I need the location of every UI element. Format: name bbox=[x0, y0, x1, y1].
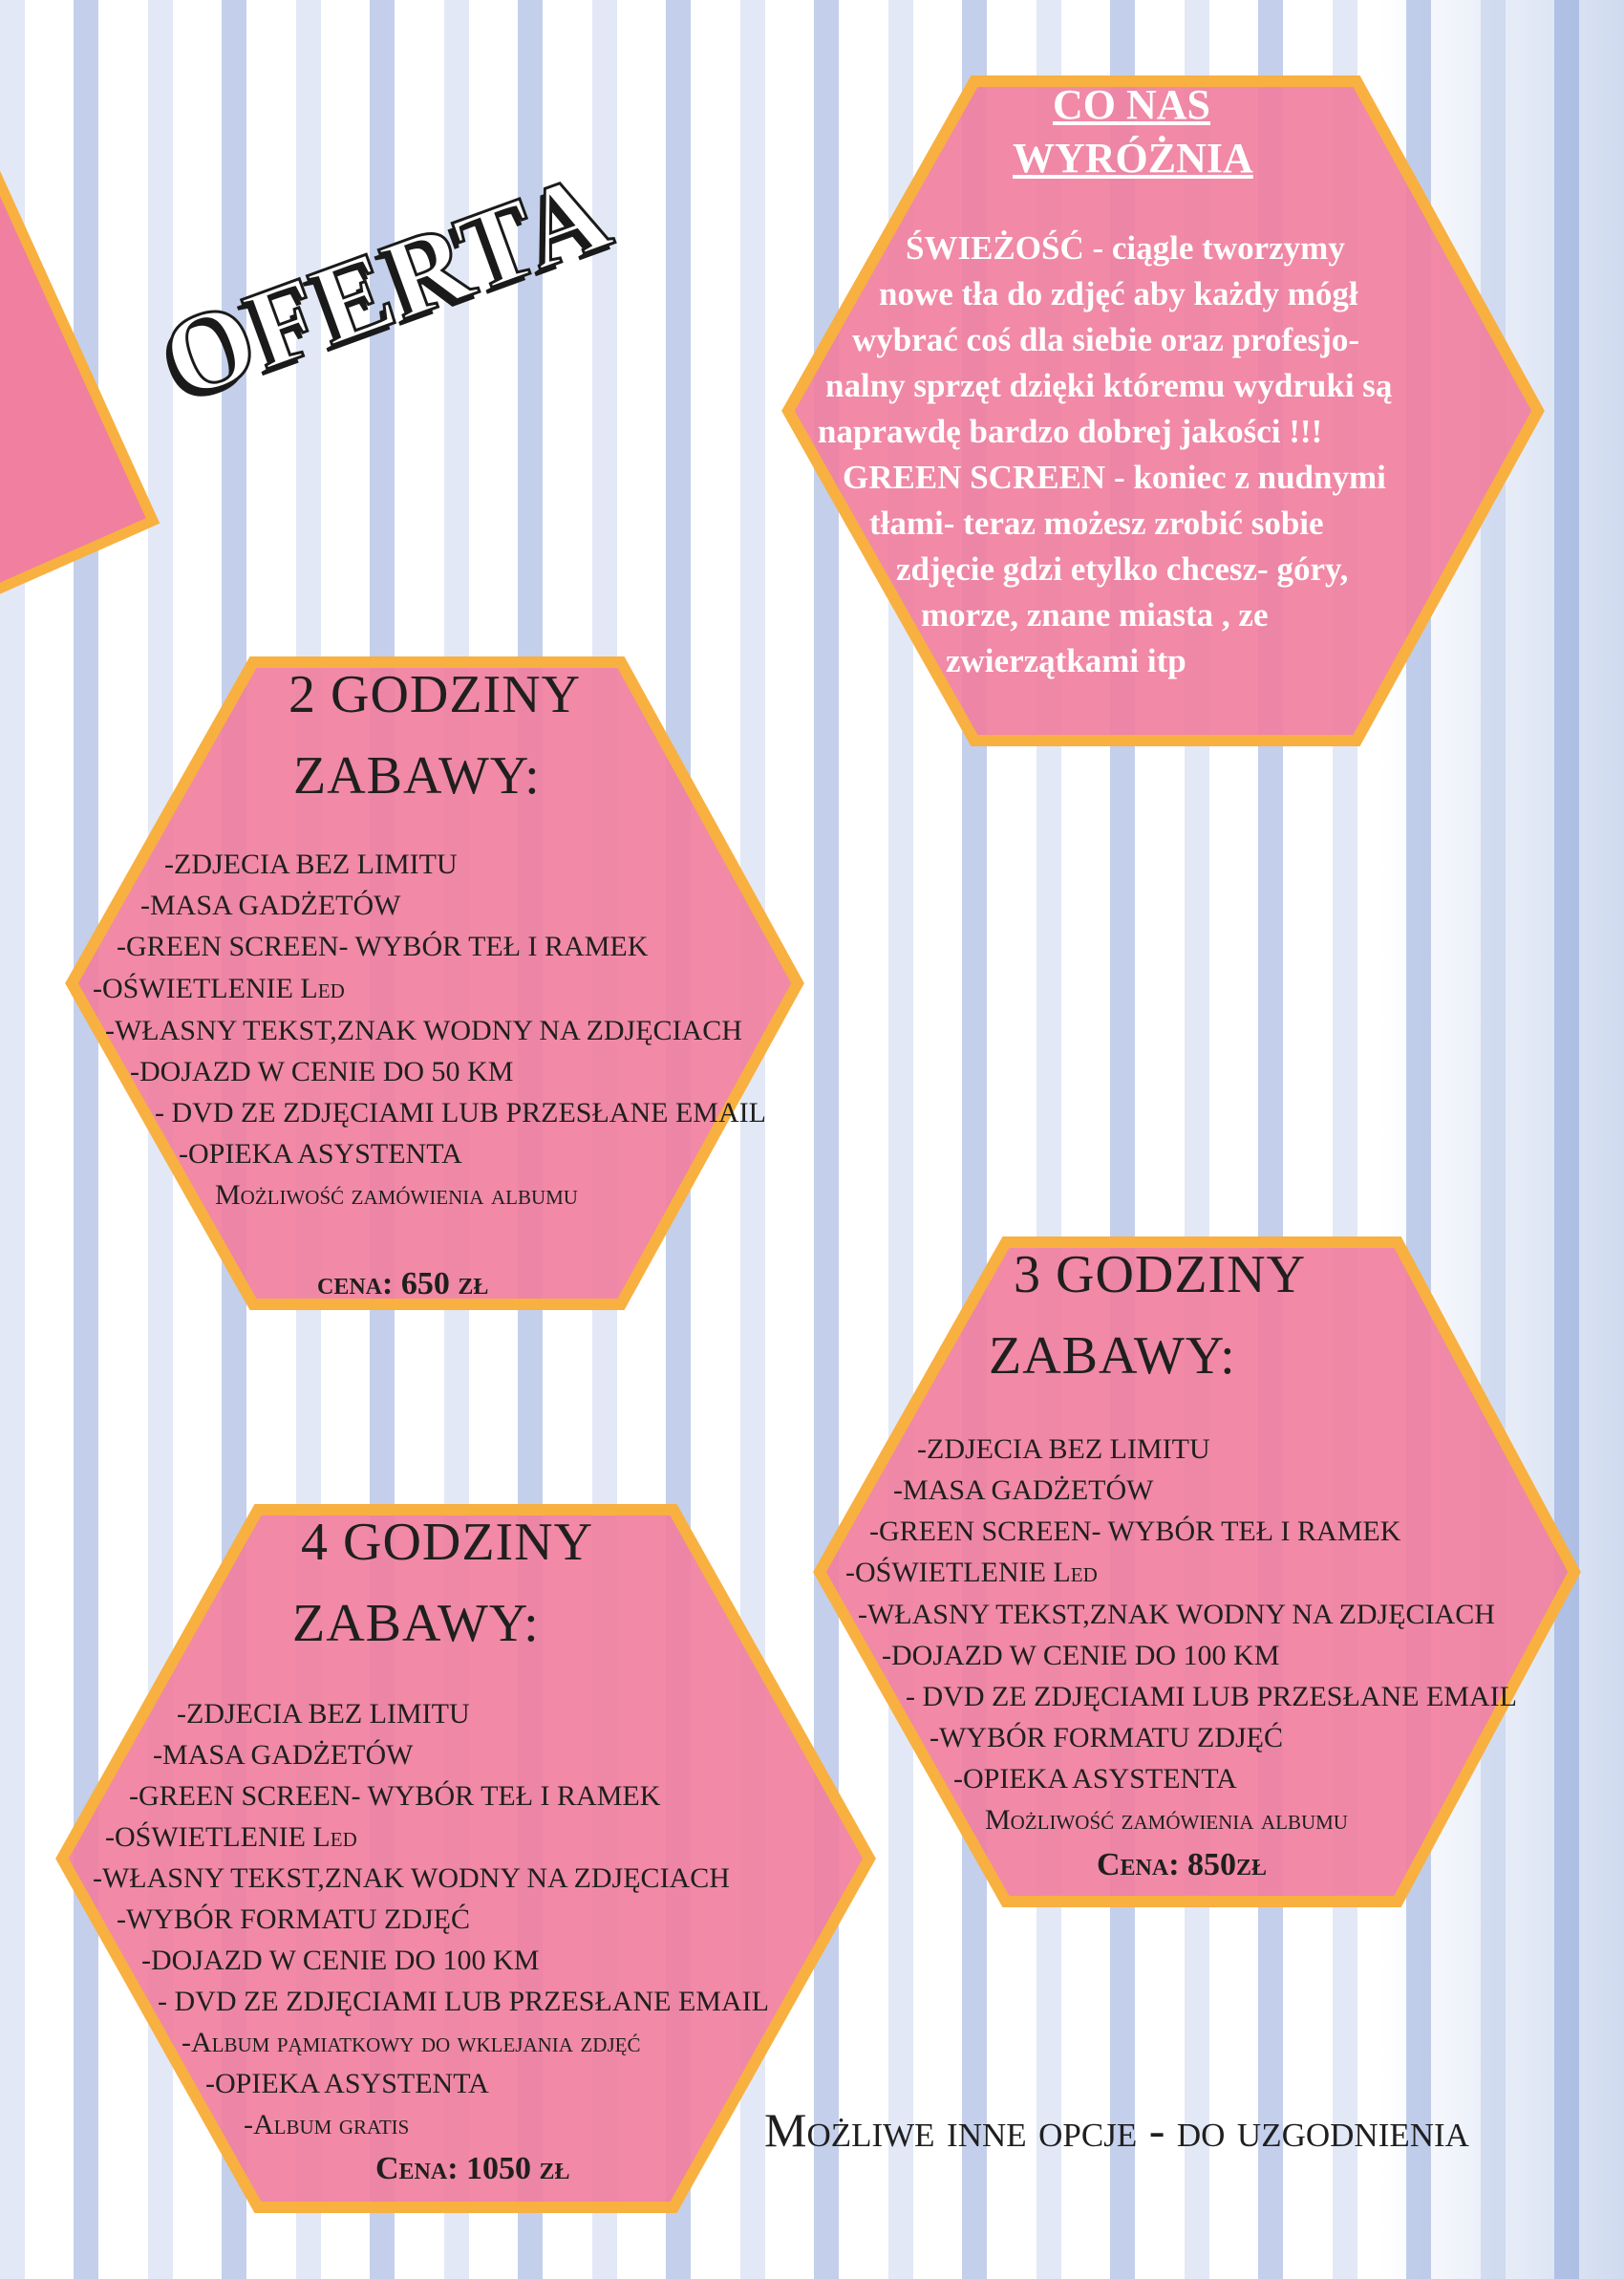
footer-note: Możliwe inne opcje - do uzgodnienia bbox=[764, 2103, 1469, 2157]
offer-title-line1: 2 GODZINY bbox=[288, 665, 582, 724]
offer-title-line1: 3 GODZINY bbox=[1014, 1245, 1307, 1304]
offer-item: -MASA GADŻETÓW bbox=[153, 1739, 414, 1771]
offer-item: - DVD ZE ZDJĘCIAMI LUB PRZESŁANE EMAIL bbox=[158, 1986, 769, 2017]
offer-item: Możliwość zamówienia albumu bbox=[215, 1179, 578, 1211]
offer-price: cena: 650 zł bbox=[317, 1266, 489, 1301]
offer-item: -OŚWIETLENIE Led bbox=[845, 1557, 1098, 1588]
why-us-line: tłami- teraz możesz zrobić sobie bbox=[869, 505, 1324, 542]
offer-title-line2: ZABAWY: bbox=[293, 746, 541, 806]
why-us-line: ŚWIEŻOŚĆ - ciągle tworzymy bbox=[906, 229, 1345, 267]
offer-title-line2: ZABAWY: bbox=[989, 1326, 1236, 1386]
offer-price: Cena: 1050 zł bbox=[375, 2151, 570, 2186]
offer-item: -ZDJECIA BEZ LIMITU bbox=[177, 1698, 470, 1730]
offer-item: -MASA GADŻETÓW bbox=[893, 1474, 1154, 1506]
offer-item: -Album gratis bbox=[244, 2109, 410, 2140]
offer-item: -GREEN SCREEN- WYBÓR TEŁ I RAMEK bbox=[129, 1780, 661, 1812]
offer-title-line1: 4 GODZINY bbox=[301, 1513, 594, 1572]
offer-item: -DOJAZD W CENIE DO 100 KM bbox=[141, 1945, 540, 1976]
offer-item: -GREEN SCREEN- WYBÓR TEŁ I RAMEK bbox=[117, 931, 649, 962]
offer-4h-panel bbox=[57, 1505, 874, 2212]
offer-2h-panel bbox=[67, 657, 802, 1309]
offer-item: -OPIEKA ASYSTENTA bbox=[205, 2068, 489, 2099]
why-us-line: GREEN SCREEN - koniec z nudnymi bbox=[843, 459, 1386, 496]
offer-title-line2: ZABAWY: bbox=[292, 1594, 540, 1653]
offer-item: -ZDJECIA BEZ LIMITU bbox=[164, 849, 458, 880]
offer-item: -WŁASNY TEKST,ZNAK WODNY NA ZDJĘCIACH bbox=[858, 1599, 1495, 1630]
offer-item: -WŁASNY TEKST,ZNAK WODNY NA ZDJĘCIACH bbox=[93, 1862, 730, 1894]
offer-3h-panel bbox=[815, 1237, 1579, 1906]
offer-item: -OŚWIETLENIE Led bbox=[105, 1821, 357, 1853]
why-us-line: nowe tła do zdjęć aby każdy mógł bbox=[879, 275, 1358, 312]
why-us-line: zdjęcie gdzi etylko chcesz- góry, bbox=[896, 550, 1349, 588]
why-us-line: naprawdę bardzo dobrej jakości !!! bbox=[818, 413, 1323, 450]
offer-item: -DOJAZD W CENIE DO 50 KM bbox=[130, 1056, 514, 1087]
page-heading: OFERTA bbox=[147, 147, 626, 424]
why-us-panel bbox=[783, 76, 1543, 745]
offer-item: -WYBÓR FORMATU ZDJĘĆ bbox=[117, 1903, 471, 1935]
why-us-title-line1: CO NAS bbox=[1053, 81, 1211, 128]
offer-item: -Album pąmiatkowy do wklejania zdjęć bbox=[182, 2027, 641, 2058]
why-us-line: morze, znane miasta , ze bbox=[921, 596, 1269, 634]
offer-item: Możliwość zamówienia albumu bbox=[985, 1804, 1348, 1836]
offer-item: -MASA GADŻETÓW bbox=[140, 890, 401, 921]
why-us-title-line2: WYRÓŻNIA bbox=[1013, 135, 1253, 182]
offer-item: -ZDJECIA BEZ LIMITU bbox=[917, 1433, 1210, 1465]
offer-item: -OPIEKA ASYSTENTA bbox=[953, 1763, 1237, 1795]
offer-item: -OŚWIETLENIE Led bbox=[93, 973, 345, 1004]
offer-item: -WŁASNY TEKST,ZNAK WODNY NA ZDJĘCIACH bbox=[105, 1015, 742, 1046]
offer-item: - DVD ZE ZDJĘCIAMI LUB PRZESŁANE EMAIL bbox=[906, 1681, 1517, 1712]
offer-price: Cena: 850zł bbox=[1097, 1847, 1268, 1882]
offer-item: -DOJAZD W CENIE DO 100 KM bbox=[882, 1640, 1280, 1671]
offer-item: -WYBÓR FORMATU ZDJĘĆ bbox=[930, 1722, 1284, 1753]
offer-item: -GREEN SCREEN- WYBÓR TEŁ I RAMEK bbox=[869, 1516, 1401, 1547]
why-us-line: nalny sprzęt dzięki któremu wydruki są bbox=[825, 367, 1393, 404]
offer-item: - DVD ZE ZDJĘCIAMI LUB PRZESŁANE EMAIL bbox=[155, 1097, 766, 1129]
why-us-line: wybrać coś dla siebie oraz profesjo- bbox=[852, 321, 1360, 358]
why-us-line: zwierzątkami itp bbox=[946, 642, 1186, 679]
offer-item: -OPIEKA ASYSTENTA bbox=[179, 1138, 462, 1170]
